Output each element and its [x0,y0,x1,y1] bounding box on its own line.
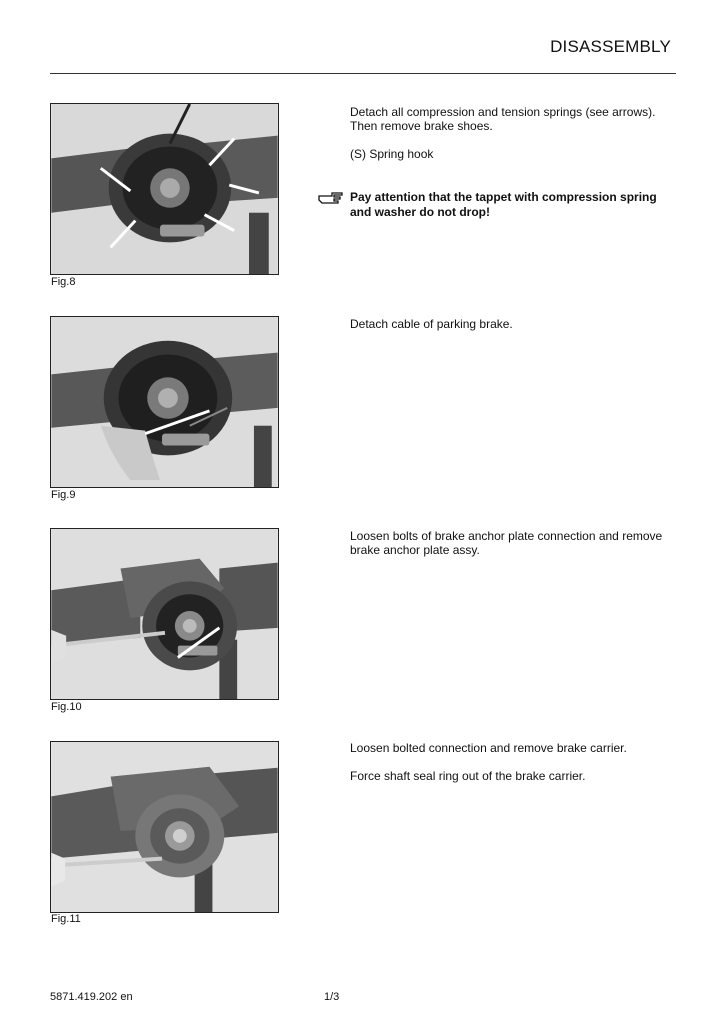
figure-10-caption: Fig.10 [51,701,82,713]
attention-note [318,190,680,220]
pointing-hand-icon [318,190,344,204]
page-number: 1/3 [324,991,340,1003]
section-1-text [350,105,680,175]
figure-11-image [50,741,279,913]
figure-10-image [50,528,279,700]
section-4-paragraph-1: Loosen bolted connection and remove brake carrier. [350,741,627,755]
figure-11-caption: Fig.11 [51,913,81,925]
section-4-text [350,741,680,797]
section-3-paragraph-1: Loosen bolts of brake anchor plate connection and remove brake anchor plate assy. [350,529,663,557]
figure-8-image [50,103,279,275]
section-2-paragraph-1: Detach cable of parking brake. [350,317,513,331]
attention-note-text: Pay attention that the tappet with compression spring and washer do not drop! [350,190,657,219]
section-3-text [350,529,680,571]
section-1-paragraph-2: (S) Spring hook [350,147,434,161]
header-divider [50,73,676,74]
section-1-paragraph-1: Detach all compression and tension springs (see arrows). Then remove brake shoes. [350,105,656,133]
section-4-paragraph-2: Force shaft seal ring out of the brake carrier. [350,769,586,783]
document-number: 5871.419.202 en [50,991,133,1003]
section-2-text [350,317,680,345]
figure-9-caption: Fig.9 [51,489,76,501]
figure-8-caption: Fig.8 [51,276,76,288]
page-title: DISASSEMBLY [550,37,671,56]
figure-9-image [50,316,279,488]
